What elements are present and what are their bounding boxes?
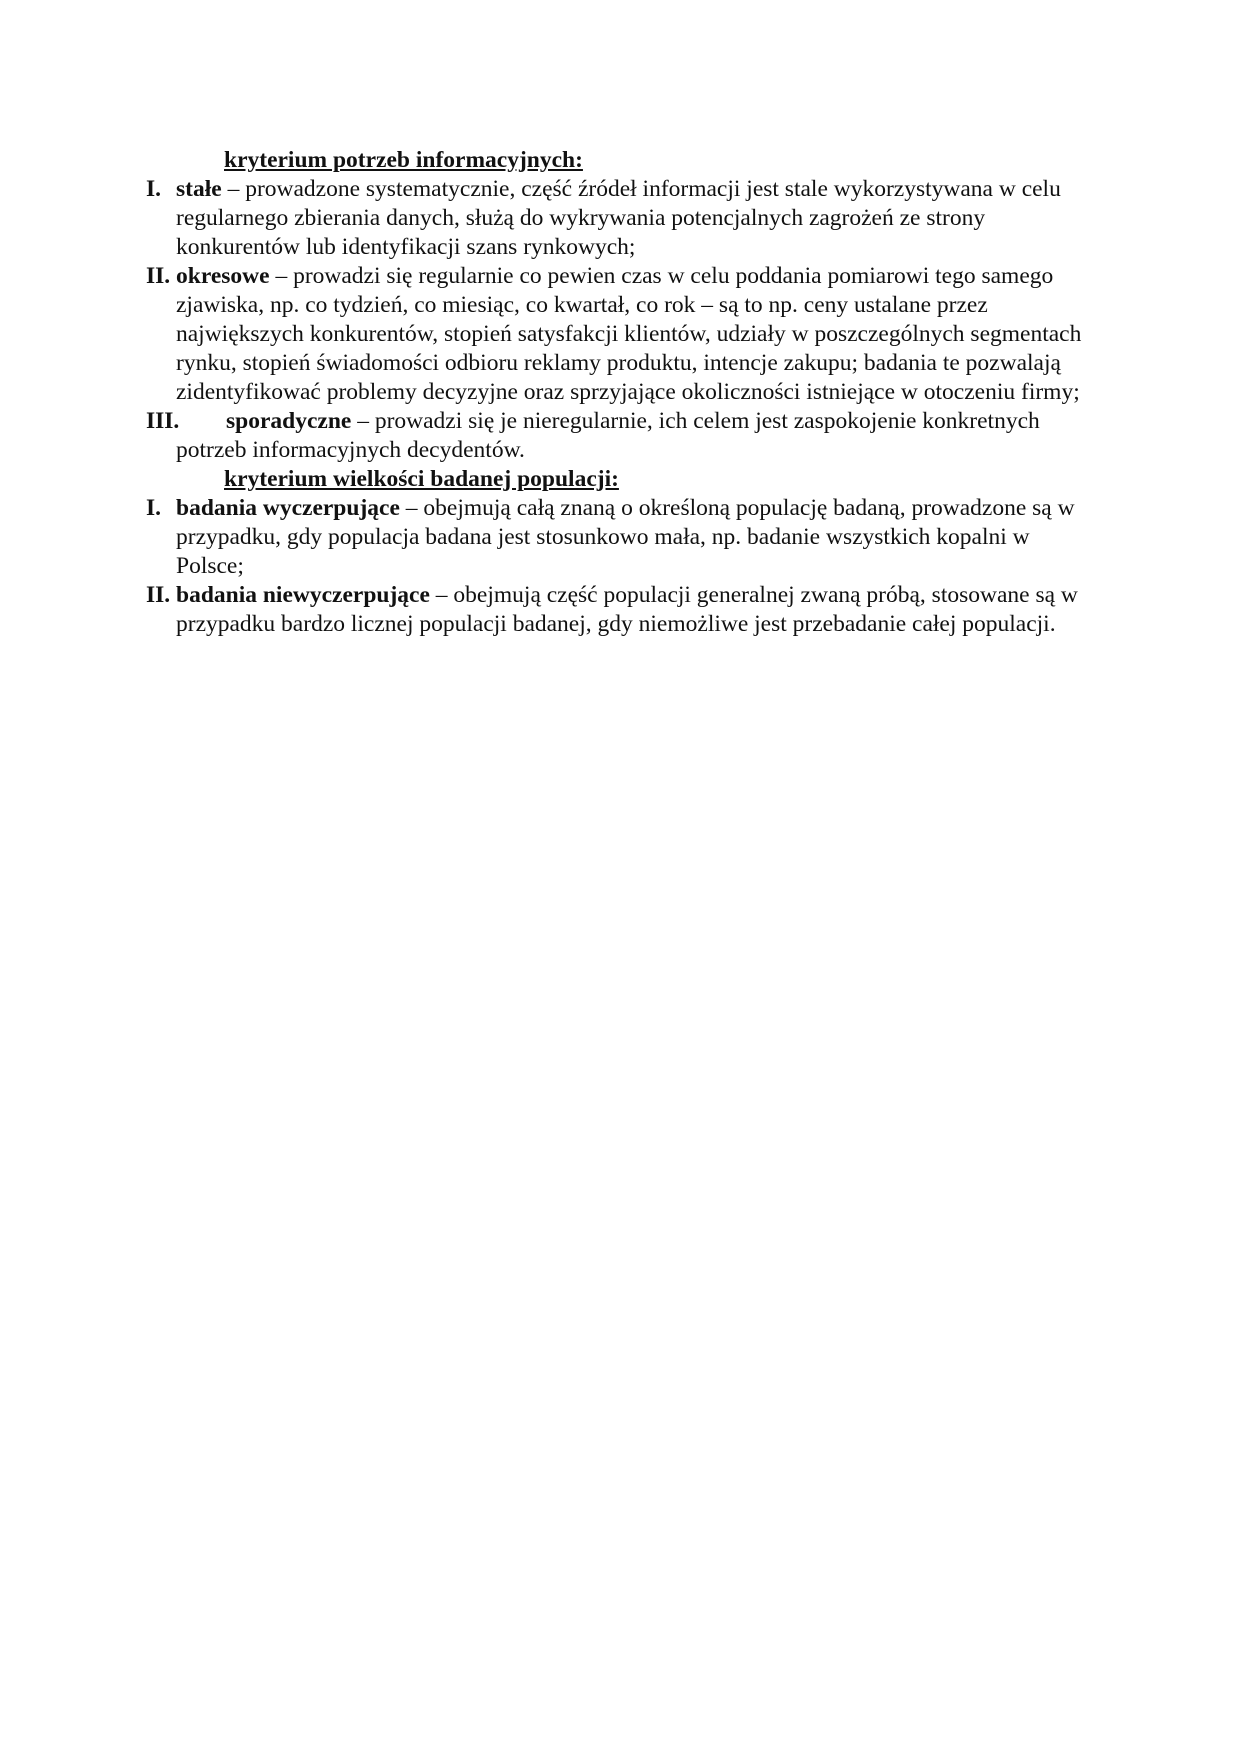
list-item (146, 175, 1086, 262)
item-text: – prowadzi się regularnie co pewien czas w celu poddania pomiarowi tego samego zjawiska, np. co tydzień, co miesiąc, co kwartał, co rok – są to np. ceny ustalane przez największych konkurentów, stopień satysfakcji klientów, udziały w poszczególnych segmentach rynku, stopień świadomości odbioru reklamy produktu, intencje zakupu; badania te pozwalają zidentyfikować problemy decyzyjne oraz sprzyjające okoliczności istniejące w otoczeniu firmy; (176, 263, 1082, 405)
item-number: II. (146, 582, 171, 608)
section-information-needs (146, 146, 1086, 465)
item-text: – prowadzi się je nieregularnie, ich celem jest zaspokojenie konkretnych potrzeb informacyjnych decydentów. (176, 408, 1040, 463)
section-population-size (146, 465, 1086, 639)
item-number: II. (146, 263, 171, 289)
item-term: badania wyczerpujące (176, 495, 400, 521)
item-text: – prowadzone systematycznie, część źródeł informacji jest stale wykorzystywana w celu regularnego zbierania danych, służą do wykrywania potencjalnych zagrożeń ze strony konkurentów lub identyfikacji szans rynkowych; (176, 176, 1061, 260)
item-term: stałe (176, 176, 222, 202)
item-number: III. (146, 408, 180, 434)
item-number: I. (146, 176, 162, 202)
list-item (146, 581, 1086, 639)
item-term: badania niewyczerpujące (176, 582, 430, 608)
list-item (146, 407, 1086, 465)
item-term: sporadyczne (226, 408, 352, 434)
item-text: – obejmują część populacji generalnej zwaną próbą, stosowane są w przypadku bardzo licznej populacji badanej, gdy niemożliwe jest przebadanie całej populacji. (176, 582, 1078, 637)
section-heading: kryterium potrzeb informacyjnych: (224, 147, 583, 173)
item-term: okresowe (176, 263, 270, 289)
section-heading: kryterium wielkości badanej populacji: (224, 466, 619, 492)
item-number: I. (146, 495, 162, 521)
document-body (146, 146, 1086, 639)
list-item (146, 494, 1086, 581)
list-item (146, 262, 1086, 407)
item-text: – obejmują całą znaną o określoną populację badaną, prowadzone są w przypadku, gdy populacja badana jest stosunkowo mała, np. badanie wszystkich kopalni w Polsce; (176, 495, 1075, 579)
